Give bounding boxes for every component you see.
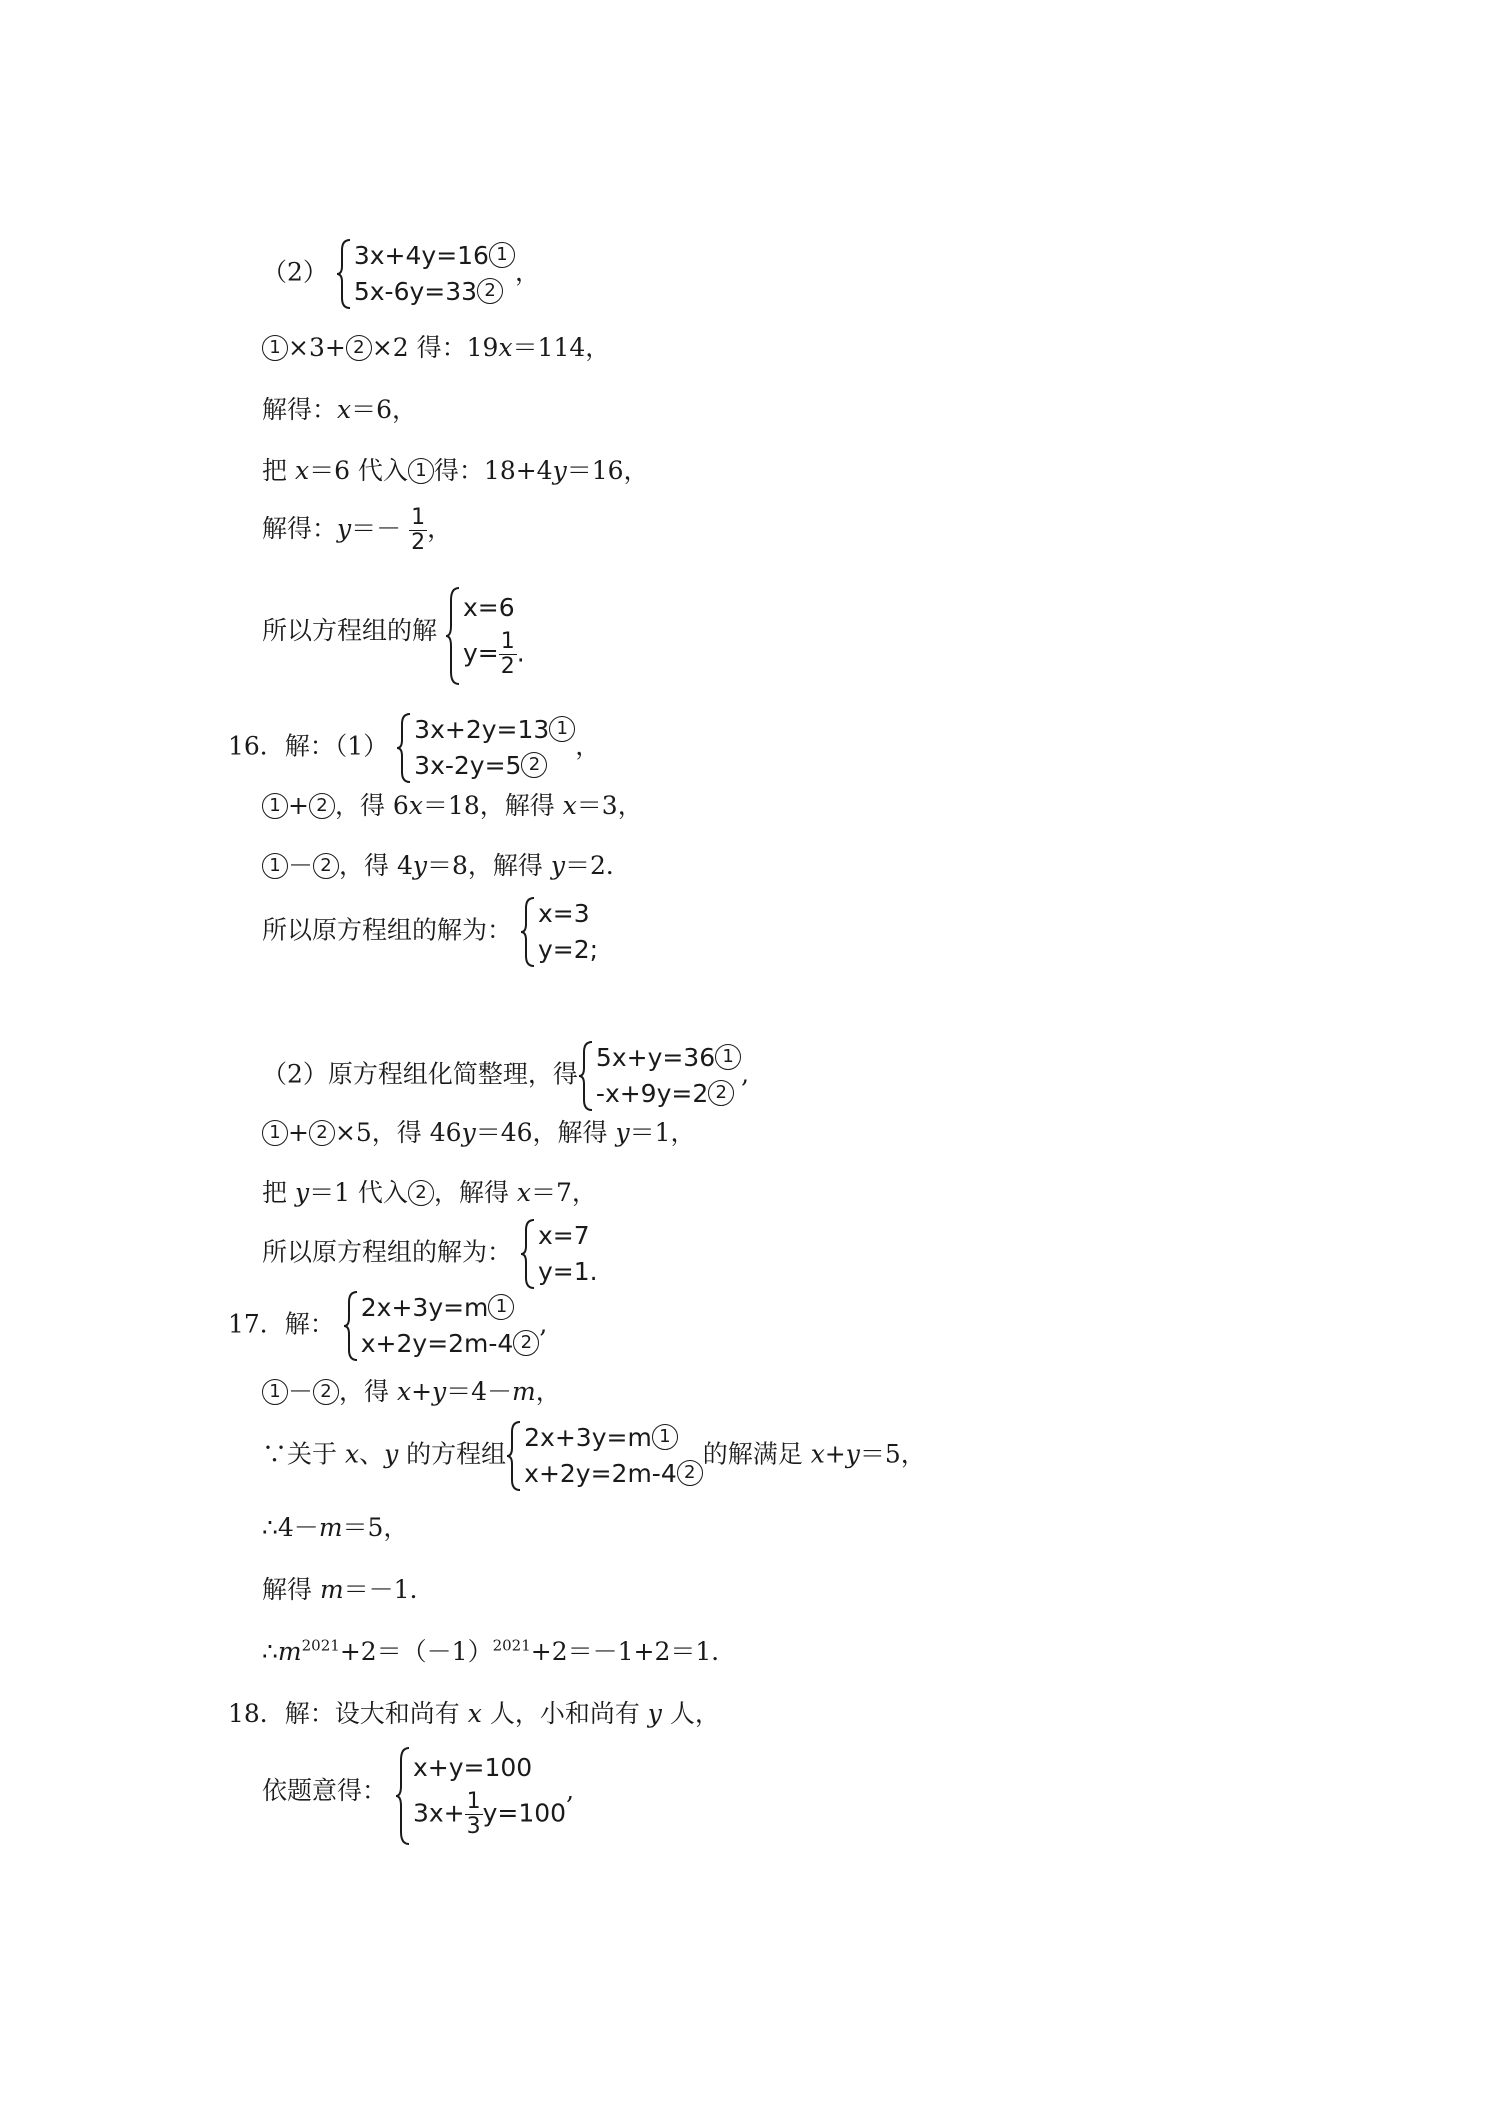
text-line	[262, 1376, 561, 1408]
brace-icon	[396, 712, 412, 784]
equation-row: 2x+3y=m 1	[361, 1290, 540, 1326]
brace-icon	[578, 1040, 594, 1112]
equation-row: x+2y=2m-4 2	[361, 1326, 540, 1362]
text: 、	[359, 1439, 385, 1469]
text: ＝－1．	[343, 1575, 435, 1604]
punct: ，	[575, 731, 601, 761]
var: y	[294, 1178, 310, 1207]
text: ，得 6	[334, 791, 409, 820]
circled-one: 1	[489, 242, 515, 268]
equation-system	[578, 1040, 741, 1112]
var: x	[498, 333, 513, 362]
exponent: 2021	[492, 1636, 531, 1655]
text: ＝4－	[446, 1377, 513, 1406]
text: ＝2．	[564, 851, 631, 880]
q16-header-line	[228, 712, 600, 784]
brace-icon	[520, 896, 536, 968]
circled-one: 1	[715, 1044, 741, 1070]
var: y	[412, 851, 427, 880]
circled-one: 1	[652, 1424, 678, 1450]
var: y	[615, 1118, 630, 1147]
text-line	[262, 394, 417, 426]
fraction: $\frac{1}{2}$	[411, 505, 426, 555]
circled-one: 1	[262, 793, 288, 819]
text: 的解满足	[702, 1439, 811, 1469]
exponent: 2021	[301, 1636, 340, 1655]
text: 把	[262, 1178, 295, 1207]
var: x	[467, 1699, 482, 1728]
circled-two: 2	[521, 752, 547, 778]
text: ，得	[339, 1377, 397, 1406]
text: +2＝－1+2＝1．	[530, 1637, 737, 1666]
var: x	[516, 1178, 531, 1207]
text: ，解得	[433, 1178, 517, 1207]
text: ＝5，	[342, 1513, 409, 1542]
text: ＝8，解得	[427, 851, 551, 880]
text: +	[288, 791, 309, 820]
text: 人，	[661, 1699, 720, 1728]
equation-row: 3x-2y=5 2	[414, 748, 575, 784]
punct: ,	[539, 1309, 548, 1339]
circled-two: 2	[309, 793, 335, 819]
brace-icon	[395, 1746, 411, 1846]
part2-system-line	[262, 238, 540, 310]
q18-header-line	[228, 1698, 720, 1730]
text: ＝46，解得	[475, 1118, 616, 1147]
var: x	[408, 791, 423, 820]
circled-two: 2	[477, 278, 503, 304]
circled-two: 2	[677, 1460, 703, 1486]
part2-label: （2）	[262, 257, 328, 287]
text-line	[262, 1746, 574, 1839]
punct: ，	[514, 257, 540, 287]
text: ∴4－	[262, 1513, 319, 1542]
text: 的方程组	[398, 1439, 507, 1469]
text: ，	[535, 1377, 561, 1406]
brace-icon	[343, 1290, 359, 1362]
text: 依题意得：	[262, 1776, 388, 1805]
text-line	[262, 790, 643, 822]
text: ×2 得：19	[371, 333, 499, 362]
var: m	[512, 1377, 536, 1406]
text: ∴	[262, 1637, 278, 1666]
var: m	[318, 1513, 343, 1542]
circled-one: 1	[549, 716, 575, 742]
text: ＝114，	[512, 333, 611, 362]
var: x	[294, 456, 310, 485]
text-line	[262, 1177, 597, 1209]
equation-row: 3x+2y=13 1	[414, 712, 575, 748]
text-line	[262, 1218, 598, 1290]
circled-two: 2	[313, 853, 339, 879]
equation-row: y=2;	[537, 935, 599, 964]
var: x+y	[810, 1439, 860, 1469]
var: x	[562, 791, 577, 820]
equation-system	[520, 1218, 598, 1290]
text-line	[262, 455, 649, 487]
circled-one: 1	[488, 1294, 514, 1320]
equation-row: x=6	[462, 593, 515, 622]
text: （2）原方程组化简整理，得	[262, 1059, 578, 1089]
var: y	[461, 1118, 476, 1147]
text: ＝3，	[576, 791, 643, 820]
equation-row: 5x+y=36 1	[596, 1040, 741, 1076]
text: ＝16，	[566, 456, 649, 485]
text: +2＝（－1）	[339, 1637, 493, 1666]
var: x+y	[396, 1377, 447, 1406]
equation-row: 3x+4y=16 1	[354, 238, 515, 274]
text-line	[262, 332, 610, 364]
text-line	[262, 1636, 736, 1668]
circled-two: 2	[346, 335, 372, 361]
var: y	[384, 1439, 399, 1469]
var: m	[319, 1575, 344, 1604]
text: +	[288, 1118, 309, 1147]
brace-icon	[506, 1420, 522, 1492]
equation-row: 2x+3y=m 1	[524, 1420, 703, 1456]
text: ＝1 代入	[309, 1178, 408, 1207]
var: x	[344, 1439, 360, 1469]
equation-system	[343, 1290, 540, 1362]
circled-two: 2	[313, 1379, 339, 1405]
text-line	[262, 1040, 749, 1112]
circled-one: 1	[262, 1120, 288, 1146]
text-line	[262, 1574, 435, 1606]
text: ＝18，解得	[422, 791, 563, 820]
var: x	[337, 395, 352, 424]
text-line	[262, 586, 525, 679]
text-line	[262, 850, 631, 882]
text-line	[262, 896, 598, 968]
text: ＝1，	[629, 1118, 696, 1147]
equation-system	[395, 1746, 566, 1839]
q16-label: 16．解：（1）	[228, 731, 389, 761]
text: ∵关于	[262, 1439, 345, 1469]
var: m	[277, 1637, 302, 1666]
text-line	[262, 1512, 408, 1544]
text: ，得 4	[339, 851, 413, 880]
equation-row: x+2y=2m-4 2	[524, 1456, 703, 1492]
var: y	[550, 851, 565, 880]
q17-header-line	[228, 1290, 547, 1362]
text: 得：18+4	[433, 456, 553, 485]
text-line	[262, 1117, 696, 1149]
circled-two: 2	[708, 1080, 734, 1106]
circled-two: 2	[309, 1120, 335, 1146]
text: ＝6，	[351, 395, 418, 424]
punct: ,	[741, 1059, 750, 1089]
text-line	[262, 1420, 926, 1492]
var: y	[337, 514, 352, 543]
equation-system	[520, 896, 598, 968]
brace-icon	[445, 586, 461, 686]
equation-system	[506, 1420, 703, 1492]
punct: ,	[566, 1776, 575, 1805]
text: －	[288, 1377, 314, 1406]
equation-row: y= $\frac{1}{2}$ .	[462, 629, 525, 679]
q17-label: 17．解：	[228, 1309, 335, 1339]
text: ＝－	[351, 514, 402, 543]
text: ×3+	[288, 333, 346, 362]
circled-one: 1	[262, 853, 288, 879]
text: 解得：	[262, 395, 338, 424]
equation-row: y=1.	[537, 1257, 598, 1286]
text: －	[288, 851, 314, 880]
circled-two: 2	[513, 1330, 539, 1356]
fraction: $\frac{1}{2}$	[500, 629, 515, 679]
text-line	[262, 506, 452, 555]
equation-row: -x+9y=2 2	[596, 1076, 741, 1112]
text: ＝6 代入	[309, 456, 408, 485]
fraction: $\frac{1}{3}$	[466, 1789, 481, 1839]
brace-icon	[520, 1218, 536, 1290]
equation-row: x=7	[537, 1221, 590, 1250]
equation-system	[445, 586, 525, 679]
circled-one: 1	[262, 1379, 288, 1405]
brace-icon	[336, 238, 352, 310]
text: 所以原方程组的解为：	[262, 915, 513, 945]
circled-one: 1	[262, 335, 288, 361]
var: y	[552, 456, 567, 485]
equation-row: x=3	[537, 899, 590, 928]
equation-system	[396, 712, 575, 784]
equation-row: 5x-6y=33 2	[354, 274, 515, 310]
text: 所以原方程组的解为：	[262, 1237, 513, 1267]
circled-one: 1	[408, 458, 434, 484]
text: ＝5，	[859, 1439, 926, 1469]
circled-two: 2	[408, 1180, 434, 1206]
text: 把	[262, 456, 295, 485]
equation-system	[336, 238, 515, 310]
equation-row: 3x+ $\frac{1}{3}$ y=100	[412, 1789, 567, 1839]
var: y	[647, 1699, 662, 1728]
text: ，	[427, 514, 453, 543]
text: 解得：	[262, 514, 338, 543]
q18-label: 18．解：设大和尚有	[228, 1699, 468, 1728]
text: 解得	[262, 1575, 320, 1604]
text: ×5，得 46	[334, 1118, 462, 1147]
text: 人，小和尚有	[481, 1699, 648, 1728]
equation-row: x+y=100	[412, 1753, 533, 1782]
text: ＝7，	[531, 1178, 597, 1207]
text: 所以方程组的解	[262, 616, 438, 645]
